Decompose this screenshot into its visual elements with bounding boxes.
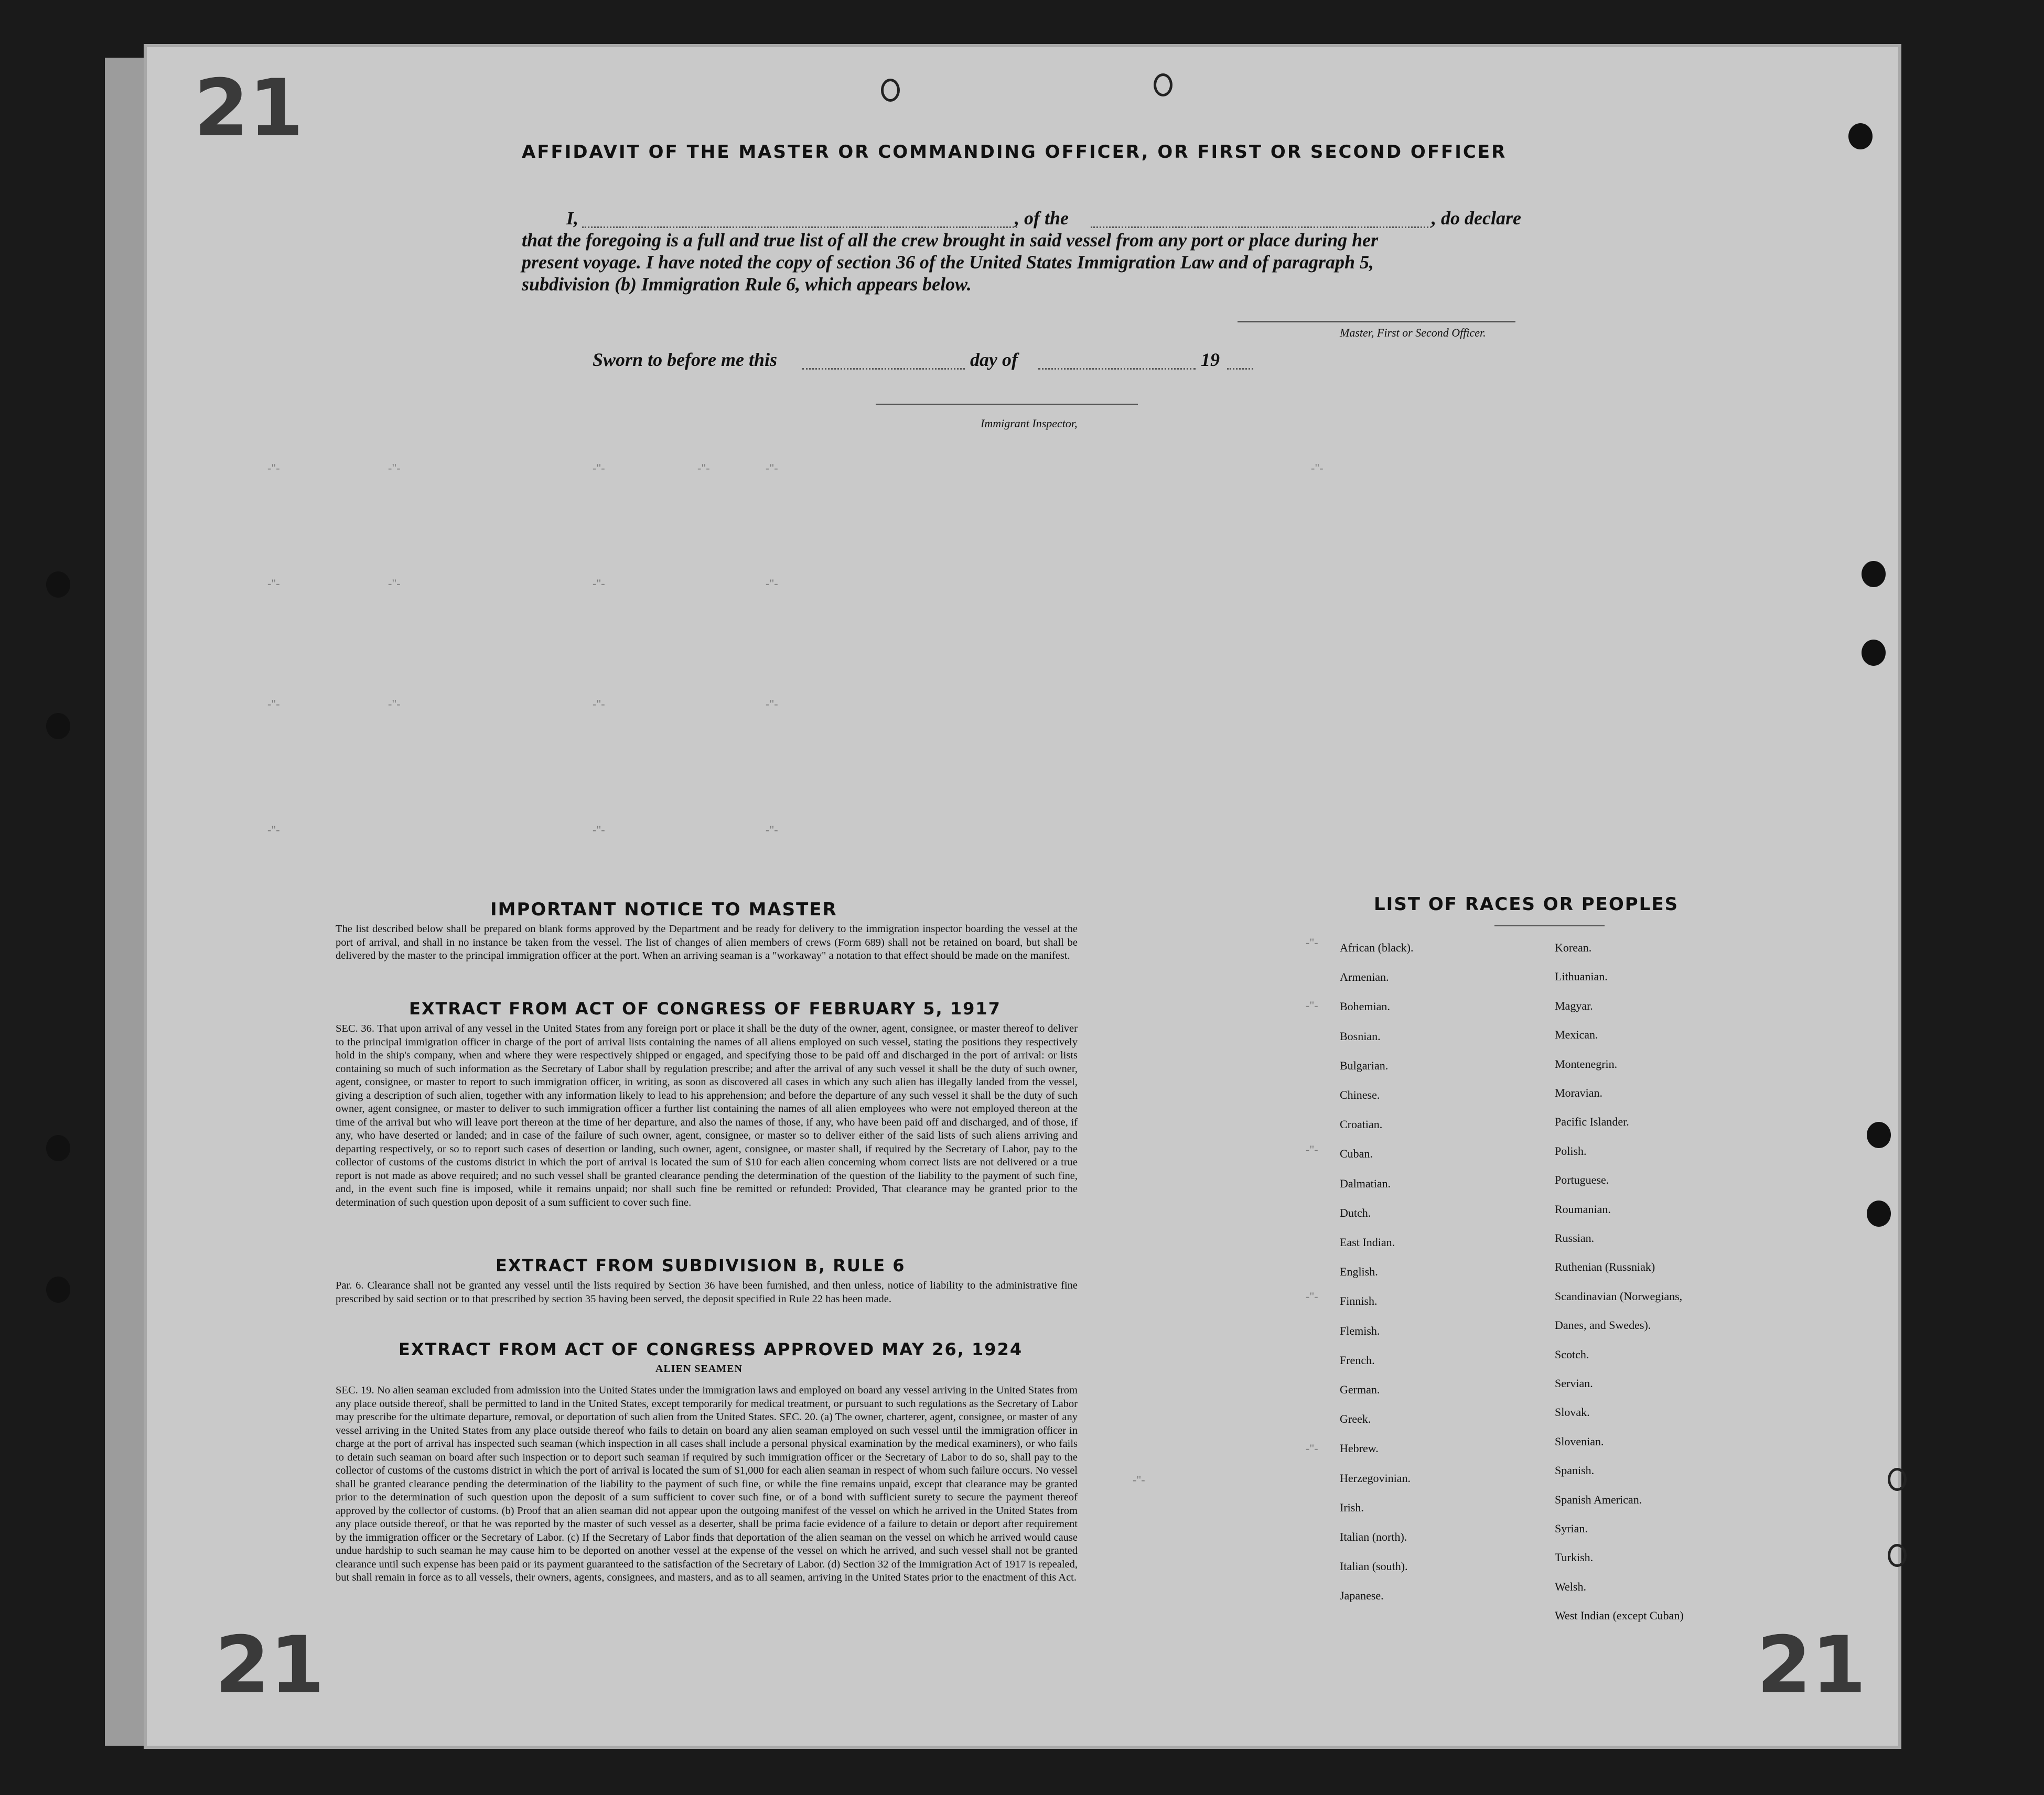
races-title: LIST OF RACES OR PEOPLES — [1374, 894, 1679, 915]
ghost-ditto: -"- — [593, 697, 605, 710]
race-item: Chinese. — [1340, 1088, 1380, 1101]
stamp-number-top-left: 21 — [194, 63, 304, 154]
notice-text: The list described below shall be prepared on blank forms approved by the Department and be ready for delivery to the immigration inspector boarding the vessel at the port of arrival, and shall in no instance be taken from the vessel. The list of changes of alien members of crews (Form 689) shall not be retained on board, but shall be delivered by the master to the principal immigration officer at the port. When an arriving seaman is a "workaway" a notation to that effect should be made on the manifest. — [336, 923, 1078, 961]
race-item: Finnish. — [1340, 1294, 1378, 1308]
binder-hole — [1867, 1122, 1891, 1148]
race-item: Spanish. — [1555, 1464, 1595, 1477]
ghost-ditto: -"- — [267, 577, 280, 590]
ghost-ditto: -"- — [388, 697, 401, 710]
affidavit-line-4: subdivision (b) Immigration Rule 6, which appears below. — [522, 274, 972, 295]
race-item: Pacific Islander. — [1555, 1115, 1629, 1129]
race-item: Irish. — [1340, 1500, 1364, 1514]
race-item: Moravian. — [1555, 1086, 1603, 1099]
binder-hole-open — [1888, 1544, 1907, 1567]
race-item: Cuban. — [1340, 1147, 1373, 1161]
binder-hole — [1867, 1201, 1891, 1227]
ghost-ditto: -"- — [766, 461, 778, 474]
race-item: Armenian. — [1340, 970, 1389, 984]
race-item: Montenegrin. — [1555, 1057, 1618, 1070]
binder-hole — [46, 1277, 70, 1303]
race-item: Hebrew. — [1340, 1442, 1379, 1455]
race-item: Greek. — [1340, 1412, 1371, 1426]
race-item: Polish. — [1555, 1144, 1587, 1158]
ghost-ditto: -"- — [593, 823, 605, 836]
affidavit-line-2: that the foregoing is a full and true list of all the crew brought in said vessel from any port or place during her — [522, 230, 1379, 251]
ghost-ditto: -"- — [267, 697, 280, 710]
race-item: West Indian (except Cuban) — [1555, 1609, 1684, 1623]
extract-1917-title: EXTRACT FROM ACT OF CONGRESS OF FEBRUARY 5, 1917 — [409, 999, 1001, 1019]
race-item: Scotch. — [1555, 1347, 1589, 1361]
name-line — [582, 226, 1017, 228]
race-item: English. — [1340, 1265, 1378, 1279]
ghost-ditto: -"- — [1306, 1143, 1318, 1156]
binder-hole — [46, 1135, 70, 1161]
race-item: Turkish. — [1555, 1551, 1594, 1564]
affidavit-title: AFFIDAVIT OF THE MASTER OR COMMANDING OFFICER, OR FIRST OR SECOND OFFICER — [522, 142, 1507, 163]
race-item: Dutch. — [1340, 1206, 1371, 1219]
race-item: French. — [1340, 1353, 1375, 1367]
binder-hole — [1848, 123, 1873, 149]
race-item: Roumanian. — [1555, 1202, 1611, 1216]
race-item: Bulgarian. — [1340, 1058, 1389, 1072]
sworn-year-line — [1227, 368, 1253, 370]
sworn-year: 19 — [1201, 349, 1220, 370]
sworn-day-line — [802, 368, 965, 370]
ghost-ditto: -"- — [593, 461, 605, 474]
rule6-text: Par. 6. Clearance shall not be granted any vessel until the lists required by Section 36 have been furnished, and then unless, notice of liability to the administrative fine prescribed by said section or to that prescribed by section 35 having been served, the deposit specified in Rule 22 has been made. — [336, 1280, 1078, 1305]
ghost-ditto: -"- — [1306, 999, 1318, 1012]
sworn-text: Sworn to before me this — [593, 349, 778, 370]
ghost-ditto: -"- — [267, 461, 280, 474]
race-item: Korean. — [1555, 941, 1592, 954]
affidavit-i: I, — [566, 208, 579, 229]
extract-1924-subtitle: ALIEN SEAMEN — [655, 1363, 743, 1375]
ghost-ditto: -"- — [1306, 1442, 1318, 1455]
race-item: Mexican. — [1555, 1028, 1598, 1042]
ghost-ditto: -"- — [267, 823, 280, 836]
ghost-ditto: -"- — [766, 697, 778, 710]
inspector-caption: Immigrant Inspector, — [981, 417, 1078, 430]
race-item: Danes, and Swedes). — [1555, 1318, 1651, 1332]
ghost-ditto: -"- — [388, 577, 401, 590]
race-item: Portuguese. — [1555, 1173, 1609, 1187]
race-item: Russian. — [1555, 1231, 1595, 1245]
race-item: Dalmatian. — [1340, 1176, 1391, 1190]
race-item: East Indian. — [1340, 1236, 1395, 1249]
race-item: Scandinavian (Norwegians, — [1555, 1289, 1683, 1303]
binder-hole — [46, 713, 70, 739]
ghost-ditto: -"- — [697, 461, 710, 474]
extract-1924-text: SEC. 19. No alien seaman excluded from admission into the United States under the immigration laws and employed on board any vessel arriving in the United States from any place outside thereof, shall be permitted to land in the United States, except temporarily for medical treatment, or pursuant to such regulations as the Secretary of Labor may prescribe for the ultimate departure, removal, or deportation of such alien from the United States. SEC. 20. (a) The owner, charterer, agent, consignee, or master of any vessel arriving in the United States from any place outside thereof who fails to detain on board any alien seaman employed on such vessel until the immigration officer in charge at the port of arrival has inspected such seaman (which inspection in all cases shall include a personal physical examination by the medical examiners), or who fails to detain such seaman on board after such inspection or to deport such seaman if required by such immigration officer or the Secretary of Labor to do so, shall pay to the collector of customs of the customs district in which the port of arrival is located the sum of $1,000 for each alien seaman in respect of whom such failure occurs. No vessel shall be granted clearance pending the determination of the liability to the payment of such fine, or while the fine remains unpaid, except that clearance may be granted prior to the determination of such question upon the deposit of a sum sufficient to cover such fine, or of a bond with sufficient surety to secure the payment thereof approved by the collector of customs. (b) Proof that an alien seaman did not appear upon the outgoing manifest of the vessel on which he arrived in the United States from any place outside thereof, or that he was reported by the master of such vessel as a deserter, shall be prima facie evidence of a failure to detain or deport after requirement by the immigration officer or the Secretary of Labor. (c) If the Secretary of Labor finds that deportation of the alien seaman on the vessel on which he arrived would cause undue hardship to such seaman he may cause him to be deported on another vessel at the expense of the vessel on which he arrived, and such vessel shall not be granted clearance until such expense has been paid or its payment guaranteed to the satisfaction of the Secretary of Labor. (d) Section 32 of the Immigration Act of 1917 is repealed, but shall remain in force as to all vessels, their owners, agents, consignees, and masters, and as to all seamen, arriving in the United States prior to the enactment of this Act. — [336, 1385, 1078, 1583]
binder-hole — [1862, 561, 1886, 587]
master-caption: Master, First or Second Officer. — [1340, 326, 1486, 339]
binder-hole — [1862, 640, 1886, 666]
affidavit-declare: , do declare — [1432, 208, 1521, 229]
sworn-day-of: day of — [970, 349, 1018, 370]
race-item: Ruthenian (Russniak) — [1555, 1260, 1655, 1274]
affidavit-of-the: , of the — [1015, 208, 1069, 229]
races-title-underline — [1494, 925, 1605, 926]
binder-hole-open — [1888, 1468, 1907, 1491]
stamp-number-bottom-left: 21 — [215, 1620, 325, 1711]
race-item: Flemish. — [1340, 1324, 1380, 1337]
sworn-month-line — [1038, 368, 1196, 370]
race-item: Croatian. — [1340, 1118, 1383, 1131]
extract-1917-text: SEC. 36. That upon arrival of any vessel in the United States from any foreign port or place it shall be the duty of the owner, agent, consignee, or master thereof to deliver to the principal immigration officer in charge of the port of arrival lists containing the names of all aliens employed on such vessel, stating the positions they respectively hold in the ship's company, when and where they were respectively shipped or engaged, and specifying those to be paid off and discharged in the port of arrival: or lists containing so much of such information as the Secretary of Labor shall by regulation prescribe; and after the arrival of any such vessel it shall be the duty of such owner, agent, consignee, or master to report to such immigration officer, in writing, as soon as discovered all cases in which any such alien has illegally landed from the vessel, giving a description of such alien, together with any information likely to lead to his apprehension; and before the departure of any such vessel it shall be the duty of such owner, agent consignee, or master to deliver to such immigration officer a further list containing the names of all alien employees who were not employed thereon at the time of the arrival but who will leave port thereon at the time of her departure, and also the names of those, if any, who have been paid off and discharged, and of those, if any, who have deserted or landed; and in case of the failure of such owner, agent, consignee, or master so to deliver either of the said lists of such aliens arriving and departing respectively, or so to report such cases of desertion or landing, such owner, agent, consignee, or master shall, if required by the Secretary of Labor, pay to the collector of customs of the customs district in which the port of arrival is located the sum of $10 for each alien concerning whom correct lists are not delivered or a true report is not made as above required; and no such vessel shall be granted clearance pending the determination of the question of the liability to the payment of such fine, and, in the event such fine is imposed, while it remains unpaid; nor shall such fine be remitted or refunded: Provided, That clearance may be granted prior to the determination of such question upon deposit of a sum sufficient to cover such fine. — [336, 1023, 1078, 1208]
race-item: Slovak. — [1555, 1405, 1590, 1419]
binder-hole-open — [1154, 73, 1172, 96]
vessel-line — [1091, 226, 1432, 228]
race-item: Italian (north). — [1340, 1530, 1407, 1543]
ghost-ditto: -"- — [766, 577, 778, 590]
race-item: Syrian. — [1555, 1522, 1588, 1535]
race-item: Lithuanian. — [1555, 970, 1608, 983]
ghost-ditto: -"- — [1306, 936, 1318, 949]
race-item: Slovenian. — [1555, 1434, 1604, 1448]
race-item: Welsh. — [1555, 1580, 1586, 1593]
race-item: Bohemian. — [1340, 1000, 1390, 1013]
ghost-ditto: -"- — [593, 577, 605, 590]
race-item: Herzegovinian. — [1340, 1471, 1411, 1485]
race-item: Magyar. — [1555, 999, 1593, 1012]
ghost-ditto: -"- — [1133, 1473, 1145, 1486]
race-item: Japanese. — [1340, 1589, 1384, 1603]
extract-1924-title: EXTRACT FROM ACT OF CONGRESS APPROVED MAY 26, 1924 — [399, 1339, 1023, 1359]
race-item: German. — [1340, 1383, 1380, 1396]
binder-hole-open — [881, 79, 900, 102]
binder-hole — [46, 571, 70, 598]
race-item: Spanish American. — [1555, 1493, 1642, 1506]
ghost-ditto: -"- — [388, 461, 401, 474]
rule6-title: EXTRACT FROM SUBDIVISION B, RULE 6 — [496, 1256, 906, 1275]
affidavit-line-3: present voyage. I have noted the copy of section 36 of the United States Immigration Law and of paragraph 5, — [522, 252, 1374, 273]
stamp-number-bottom-right: 21 — [1757, 1620, 1866, 1711]
race-item: Bosnian. — [1340, 1029, 1381, 1043]
race-item: Italian (south). — [1340, 1560, 1408, 1573]
inspector-signature-line — [876, 404, 1138, 405]
race-item: African (black). — [1340, 941, 1414, 954]
master-signature-line — [1238, 321, 1515, 322]
notice-title: IMPORTANT NOTICE TO MASTER — [490, 899, 837, 920]
ghost-ditto: -"- — [1306, 1290, 1318, 1303]
race-item: Servian. — [1555, 1377, 1593, 1390]
ghost-ditto: -"- — [766, 823, 778, 836]
ghost-ditto: -"- — [1311, 461, 1324, 474]
